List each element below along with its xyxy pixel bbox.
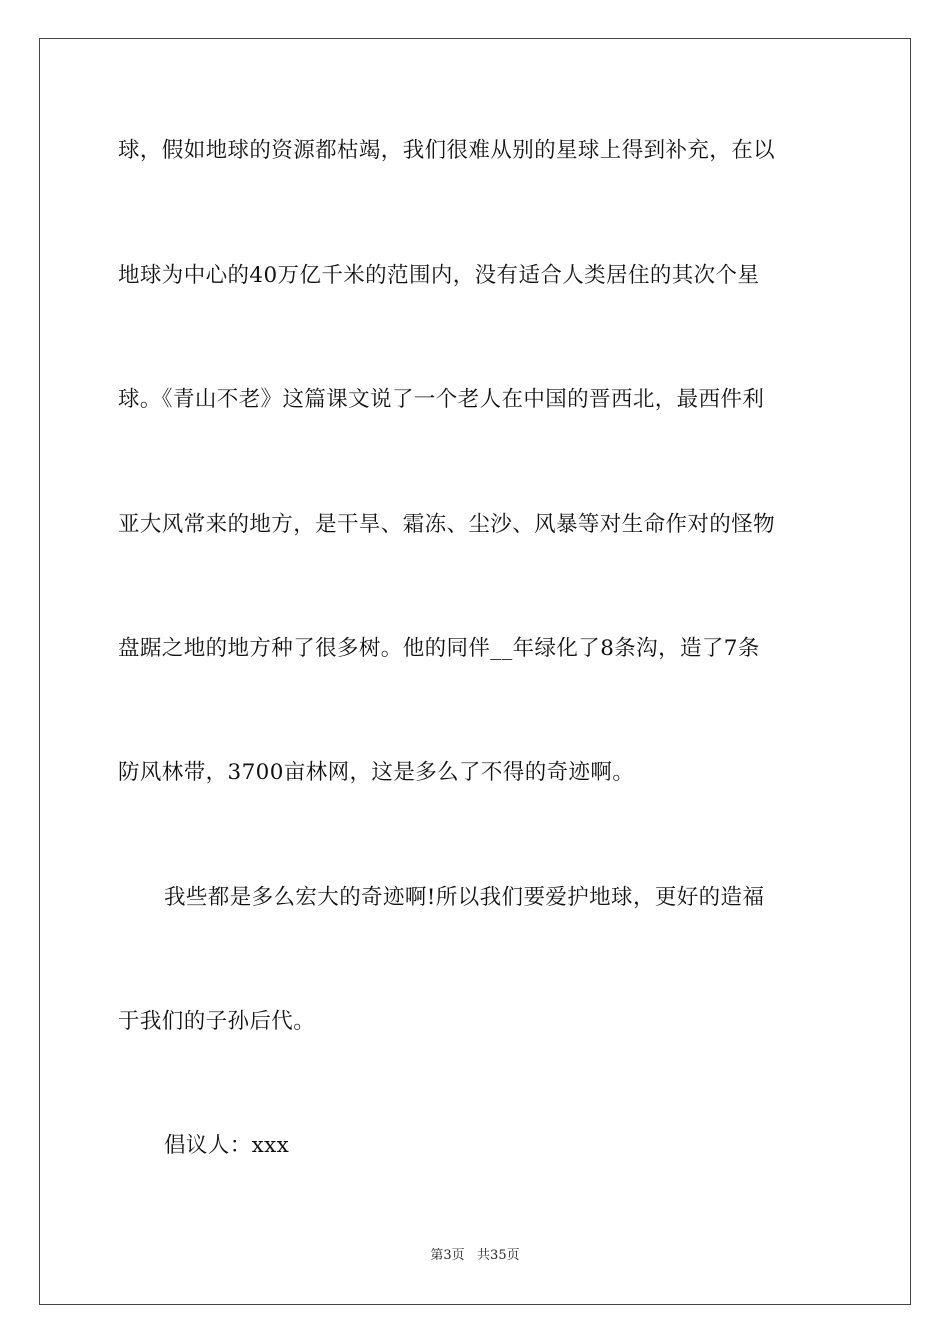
- body-line-1: 球，假如地球的资源都枯竭，我们很难从别的星球上得到补充，在以: [118, 138, 776, 163]
- body-line-2: 地球为中心的40万亿千米的范围内，没有适合人类居住的其次个星: [118, 263, 760, 288]
- body-line-3: 球。《青山不老》这篇课文说了一个老人在中国的晋西北，最西件利: [118, 387, 765, 412]
- signature-line: 倡议人：xxx: [164, 1133, 290, 1158]
- page-border: [39, 38, 911, 1305]
- body-line-5: 盘踞之地的地方种了很多树。他的同伴__年绿化了8条沟，造了7条: [118, 636, 760, 661]
- body-line-4: 亚大风常来的地方，是干旱、霜冻、尘沙、风暴等对生命作对的怪物: [118, 512, 776, 537]
- body-line-6: 防风林带，3700亩林网，这是多么了不得的奇迹啊。: [118, 760, 635, 785]
- body-line-8: 于我们的子孙后代。: [118, 1009, 316, 1034]
- page-footer: 第3页 共35页: [430, 1248, 520, 1263]
- body-line-7: 我些都是多么宏大的奇迹啊!所以我们要爱护地球，更好的造福: [164, 885, 765, 910]
